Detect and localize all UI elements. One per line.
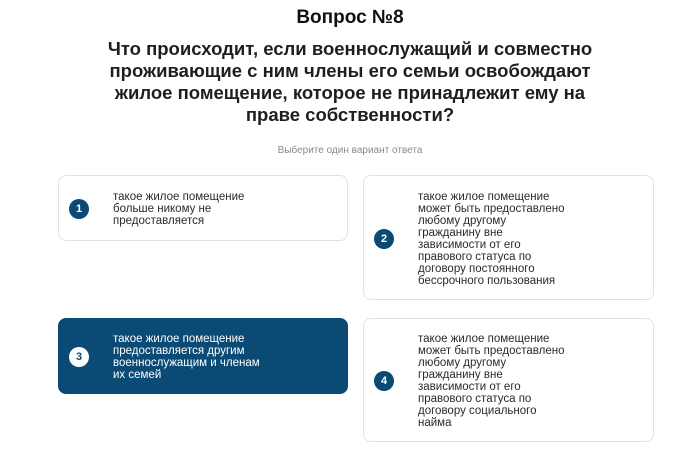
answer-line: правового статуса по	[418, 251, 532, 263]
answer-line: правового статуса по	[418, 393, 532, 405]
answer-option-4[interactable]	[363, 318, 654, 442]
answer-line: бессрочного пользования	[418, 275, 556, 287]
answer-text	[113, 191, 244, 227]
answer-option-2[interactable]	[363, 175, 654, 300]
answer-line: договору постоянного	[418, 263, 535, 275]
answer-line: может быть предоставлено	[418, 345, 565, 357]
answer-text	[418, 333, 565, 429]
answer-number-badge: 4	[374, 371, 394, 391]
answer-line: зависимости от его	[418, 381, 521, 393]
answer-hint: Выберите один вариант ответа	[277, 145, 423, 156]
answer-line: такое жилое помещение	[418, 191, 550, 203]
answer-number-badge: 2	[374, 229, 394, 249]
question-number: Вопрос №8	[296, 7, 404, 28]
answer-line: такое жилое помещение	[113, 191, 245, 203]
answer-line: любому другому	[418, 357, 507, 369]
answer-line: любому другому	[418, 215, 507, 227]
question-line: проживающие с ним члены его семьи освобождают	[109, 60, 591, 81]
answer-line: такое жилое помещение	[418, 333, 550, 345]
question-line: жилое помещение, которое не принадлежит ему на	[114, 82, 586, 103]
answer-line: предоставляется другим	[113, 345, 245, 357]
answer-line: договору социального	[418, 405, 537, 417]
answer-line: зависимости от его	[418, 239, 521, 251]
answer-line: найма	[418, 417, 452, 429]
answer-number-badge: 3	[69, 347, 89, 367]
answer-line: их семей	[113, 369, 162, 381]
answer-line: гражданину вне	[418, 369, 503, 381]
answer-option-1[interactable]	[58, 175, 348, 241]
answer-number-badge: 1	[69, 199, 89, 219]
answer-text	[418, 191, 565, 287]
answer-line: такое жилое помещение	[113, 333, 245, 345]
answer-line: больше никому не	[113, 203, 212, 215]
answer-line: может быть предоставлено	[418, 203, 565, 215]
answer-option-3[interactable]	[58, 318, 348, 394]
answer-line: предоставляется	[113, 215, 205, 227]
question-text	[80, 38, 620, 126]
answer-line: военнослужащим и членам	[113, 357, 260, 369]
answer-line: гражданину вне	[418, 227, 503, 239]
question-line: праве собственности?	[245, 104, 455, 125]
question-line: Что происходит, если военнослужащий и совместно	[107, 38, 593, 59]
answer-text	[113, 333, 260, 381]
